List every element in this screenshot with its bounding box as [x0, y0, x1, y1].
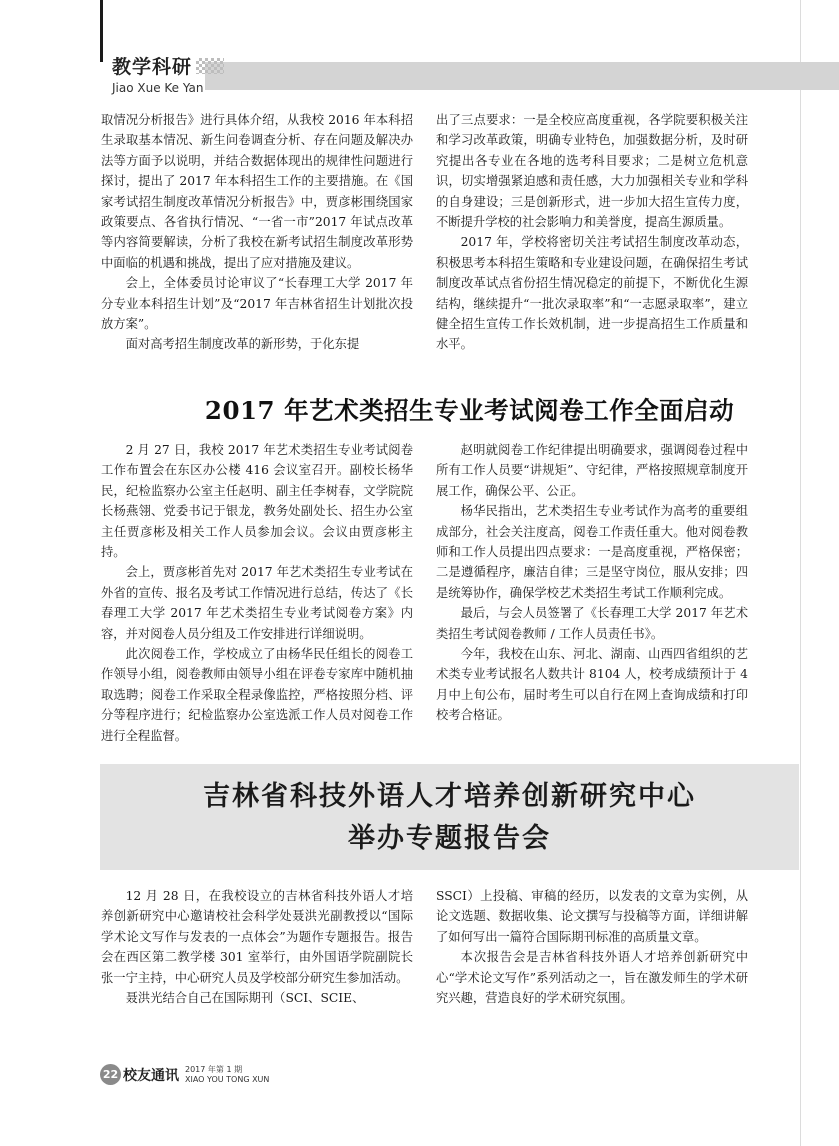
paragraph: SSCI）上投稿、审稿的经历，以发表的文章为实例，从论文选题、数据收集、论文撰写与投稿等方面，详细讲解了如何写出一篇符合国际期刊标准的高质量文章。 — [436, 889, 748, 944]
paragraph: 会上，贾彦彬首先对 2017 年艺术类招生专业考试在外省的宣传、报名及考试工作情况进行总结，传达了《长春理工大学 2017 年艺术类招生专业考试阅卷方案》内容，并对阅卷人员分组及工作安排进行详细说明。 — [101, 565, 413, 641]
article3-left-column — [101, 886, 413, 1008]
paragraph: 12 月 28 日，在我校设立的吉林省科技外语人才培养创新研究中心邀请校社会科学处聂洪光副教授以“国际学术论文写作与发表的一点体会”为题作专题报告。报告会在西区第二教学楼 301 室举行，由外国语学院副院长张一宁主持，中心研究人员及学校部分研究生参加活动。 — [101, 889, 413, 985]
article2-right-column — [436, 440, 748, 726]
article3-title-banner — [100, 764, 799, 870]
header-gray-bar — [205, 62, 839, 90]
right-margin-rule — [800, 0, 801, 1146]
checker-pattern-icon — [196, 58, 224, 74]
paragraph: 本次报告会是吉林省科技外语人才培养创新研究中心“学术论文写作”系列活动之一，旨在激发师生的学术研究兴趣，营造良好的学术研究氛围。 — [436, 950, 748, 1006]
journal-info — [185, 1065, 269, 1085]
header-rule — [100, 0, 103, 62]
paragraph: 2 月 27 日，我校 2017 年艺术类招生专业考试阅卷工作布置会在东区办公楼 416 会议室召开。副校长杨华民，纪检监察办公室主任赵明、副主任李树春，文学院院长杨燕翎、党委书记于银龙，教务处副处长、招生办公室主任贾彦彬及相关工作人员参加会议。会议由贾彦彬主持。 — [101, 443, 413, 560]
article1-right-column — [436, 110, 748, 355]
article2-left-column — [101, 440, 413, 746]
paragraph: 面对高考招生制度改革的新形势，于化东提 — [125, 337, 360, 352]
journal-title-cn: 校友通讯 — [123, 1067, 179, 1084]
section-title-cn: 教学科研 — [112, 56, 193, 78]
paragraph: 此次阅卷工作，学校成立了由杨华民任组长的阅卷工作领导小组，阅卷教师由领导小组在评卷专家库中随机抽取选聘；阅卷工作采取全程录像监控，严格按照分档、评分等程序进行；纪检监察办公室选派工作人员对阅卷工作进行全程监督。 — [101, 647, 413, 743]
paragraph: 赵明就阅卷工作纪律提出明确要求，强调阅卷过程中所有工作人员要“讲规矩”、守纪律，严格按照规章制度开展工作，确保公平、公正。 — [436, 443, 748, 498]
paragraph: 今年，我校在山东、河北、湖南、山西四省组织的艺术类专业考试报名人数共计 8104 人，校考成绩预计于 4 月中上旬公布，届时考生可以自行在网上查询成绩和打印校考合格证。 — [436, 647, 748, 723]
paragraph: 2017 年，学校将密切关注考试招生制度改革动态，积极思考本科招生策略和专业建设问题，在确保招生考试制度改革试点省份招生情况稳定的前提下，不断优化生源结构，继续提升“一批次录取率”和“一志愿录取率”，建立健全招生宣传工作长效机制，进一步提高招生工作质量和水平。 — [436, 235, 748, 352]
article3-title — [100, 776, 799, 860]
paragraph: 最后，与会人员签署了《长春理工大学 2017 年艺术类招生考试阅卷教师 / 工作人员责任书》。 — [436, 606, 748, 641]
paragraph: 杨华民指出，艺术类招生专业考试作为高考的重要组成部分，社会关注度高，阅卷工作责任重大。他对阅卷教师和工作人员提出四点要求：一是高度重视，严格保密；二是遵循程序，廉洁自律；三是坚守岗位，服从安排；四是统筹协作，确保学校艺术类招生考试工作顺利完成。 — [436, 504, 748, 600]
article2-title: 2017 年艺术类招生专业考试阅卷工作全面启动 — [204, 396, 735, 425]
article3-right-column — [436, 886, 748, 1008]
section-header — [112, 52, 224, 95]
journal-title-en: XIAO YOU TONG XUN — [185, 1074, 270, 1084]
article1-left-column — [101, 110, 413, 355]
article3-title-line2: 举办专题报告会 — [348, 823, 551, 854]
paragraph: 出了三点要求：一是全校应高度重视，各学院要积极关注和学习改革政策，明确专业特色，加强数据分析，及时研究提出各专业在各地的选考科目要求；二是树立危机意识，切实增强紧迫感和责任感，大力加强相关专业和学科的自身建设；三是创新形式，进一步加大招生宣传力度，不断提升学校的社会影响力和美誉度，提高生源质量。 — [436, 113, 748, 230]
article3-title-line1: 吉林省科技外语人才培养创新研究中心 — [203, 781, 696, 812]
page-footer — [100, 1064, 269, 1085]
paragraph: 会上，全体委员讨论审议了“长春理工大学 2017 年分专业本科招生计划”及“2017 年吉林省招生计划批次投放方案”。 — [101, 276, 413, 332]
paragraph: 聂洪光结合自己在国际期刊（SCI、SCIE、 — [125, 991, 365, 1006]
issue-label: 2017 年第 1 期 — [185, 1064, 243, 1074]
section-title-en: Jiao Xue Ke Yan — [112, 81, 204, 95]
paragraph: 取情况分析报告》进行具体介绍，从我校 2016 年本科招生录取基本情况、新生问卷调查分析、存在问题及解决办法等方面予以说明，并结合数据体现出的规律性问题进行探讨，提出了 2017 年本科招生工作的主要措施。在《国家考试招生制度改革情况分析报告》中，贾彦彬围绕国家政策要点、各省执行情况、“一省一市”2017 年试点改革等内容简要解读，分析了我校在新考试招生制度改革形势中面临的机遇和挑战，提出了应对措施及建议。 — [101, 113, 413, 270]
page-number: 22 — [100, 1064, 121, 1085]
